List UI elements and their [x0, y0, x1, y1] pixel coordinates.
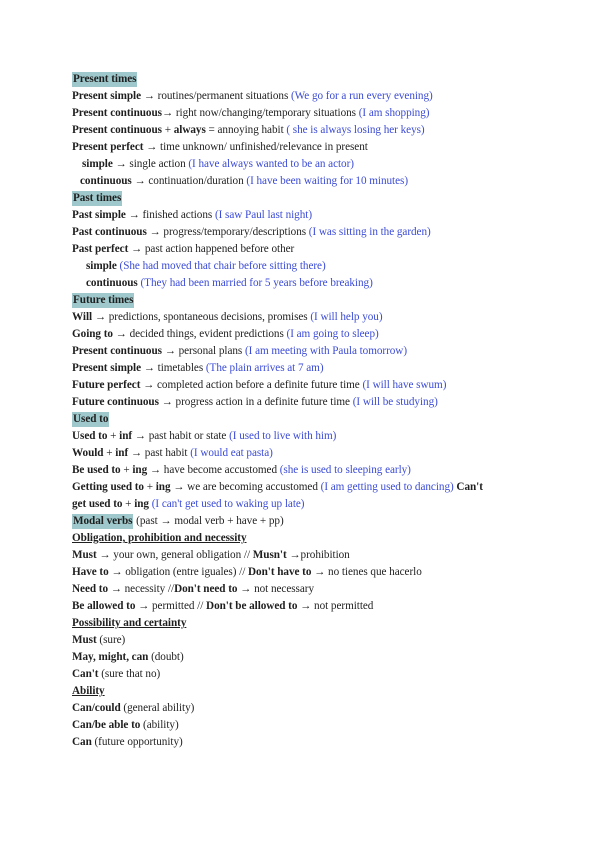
term: Must [72, 549, 97, 561]
present-line-2 [72, 105, 532, 122]
example: (I saw Paul last night) [214, 209, 312, 221]
term: Can [72, 736, 92, 748]
term: Be used to [72, 464, 121, 476]
description: → timetables [141, 362, 206, 374]
description: → progress action in a definite future time [158, 396, 353, 408]
description: → finished actions [125, 209, 215, 221]
term: Can't [72, 668, 99, 680]
example: (I was sitting in the garden) [308, 226, 431, 238]
future-line-4 [72, 360, 532, 377]
obligation-line-3 [72, 581, 532, 598]
term: Present perfect [72, 141, 144, 153]
description: → not necessary [237, 583, 314, 595]
past-line-4 [72, 258, 532, 275]
term: Will [72, 311, 93, 323]
term: Future continuous [72, 396, 159, 408]
ability-subheading: Ability [72, 685, 105, 697]
example: (I will be studying) [352, 396, 438, 408]
present-line-4 [72, 139, 532, 156]
term: continuous [86, 277, 138, 289]
plus: + [122, 498, 135, 510]
term: Past perfect [72, 243, 129, 255]
description: → personal plans [161, 345, 245, 357]
term: Must [72, 634, 97, 646]
plus: + [120, 464, 133, 476]
example: (I am shopping) [358, 107, 430, 119]
example: (I am going to sleep) [286, 328, 379, 340]
term: Don't need to [174, 583, 238, 595]
used-to-line-3 [72, 462, 532, 479]
possibility-line-1 [72, 632, 532, 649]
term: simple [82, 158, 113, 170]
possibility-line-2 [72, 649, 532, 666]
description: → single action [112, 158, 189, 170]
description: → completed action before a definite future time [140, 379, 363, 391]
term: Musn't [252, 549, 287, 561]
term: Don't have to [248, 566, 312, 578]
plus: + [107, 430, 120, 442]
term: Be allowed to [72, 600, 136, 612]
example: (she is used to sleeping early) [279, 464, 411, 476]
description: → have become accustomed [147, 464, 280, 476]
example: (They had been married for 5 years before breaking) [137, 277, 373, 289]
used-to-heading: Used to [73, 413, 109, 425]
present-line-1 [72, 88, 532, 105]
term: Would [72, 447, 104, 459]
example: ( she is always losing her keys) [286, 124, 425, 136]
future-line-2 [72, 326, 532, 343]
description: (ability) [140, 719, 179, 731]
term: ing [132, 464, 148, 476]
example: (I would eat pasta) [190, 447, 273, 459]
description: → permitted // [135, 600, 207, 612]
term: Getting used to [72, 481, 144, 493]
term: Don't be allowed to [206, 600, 298, 612]
modal-verbs-note: (past → modal verb + have + pp) [133, 515, 284, 527]
example: (I will have swum) [362, 379, 447, 391]
past-times-heading: Past times [73, 192, 122, 204]
term: Can't [453, 481, 483, 493]
term: Past continuous [72, 226, 147, 238]
future-line-6 [72, 394, 532, 411]
description: (doubt) [148, 651, 184, 663]
ability-line-3 [72, 734, 532, 751]
description: →prohibition [286, 549, 350, 561]
present-line-5 [72, 156, 532, 173]
description: → time unknown/ unfinished/relevance in present [143, 141, 368, 153]
possibility-subheading: Possibility and certainty [72, 617, 187, 629]
term: Present continuous [72, 107, 162, 119]
past-line-5 [72, 275, 532, 292]
term: Present continuous [72, 345, 162, 357]
description: → past habit or state [132, 430, 230, 442]
possibility-line-3 [72, 666, 532, 683]
description: (general ability) [120, 702, 195, 714]
ability-line-1 [72, 700, 532, 717]
future-times-heading: Future times [73, 294, 134, 306]
example: (I have always wanted to be an actor) [188, 158, 354, 170]
future-line-5 [72, 377, 532, 394]
description: → we are becoming accustomed [170, 481, 321, 493]
example: (She had moved that chair before sitting there) [116, 260, 326, 272]
description: (future opportunity) [91, 736, 183, 748]
description: → routines/permanent situations [141, 90, 291, 102]
term: Going to [72, 328, 113, 340]
used-to-line-2 [72, 445, 532, 462]
obligation-line-1 [72, 547, 532, 564]
description: → right now/changing/temporary situations [161, 107, 359, 119]
example: (I am getting used to dancing) [320, 481, 454, 493]
present-times-heading: Present times [73, 73, 137, 85]
term: Can/could [72, 702, 121, 714]
ability-line-2 [72, 717, 532, 734]
term: always [173, 124, 206, 136]
example: (I can't get used to waking up late) [148, 498, 305, 510]
modal-verbs-heading: Modal verbs [73, 515, 133, 527]
ability-subheading-line [72, 683, 532, 700]
section-past [72, 190, 532, 207]
term: get used to [72, 498, 123, 510]
plus: + [103, 447, 116, 459]
term: Present continuous [72, 124, 162, 136]
plus: + [143, 481, 156, 493]
description: → no tienes que hacerlo [311, 566, 422, 578]
example: (I used to live with him) [229, 430, 337, 442]
term: Need to [72, 583, 108, 595]
plus: + [161, 124, 174, 136]
term: Past simple [72, 209, 126, 221]
example: (The plain arrives at 7 am) [205, 362, 324, 374]
description: → not permitted [297, 600, 374, 612]
description: → past habit [128, 447, 191, 459]
section-future [72, 292, 532, 309]
past-line-1 [72, 207, 532, 224]
used-to-line-4 [72, 479, 532, 496]
example: (I have been waiting for 10 minutes) [246, 175, 409, 187]
grammar-notes [72, 71, 532, 751]
term: Have to [72, 566, 109, 578]
example: (We go for a run every evening) [291, 90, 433, 102]
example: (I am meeting with Paula tomorrow) [244, 345, 408, 357]
future-line-3 [72, 343, 532, 360]
section-present [72, 71, 532, 88]
obligation-line-2 [72, 564, 532, 581]
description: → decided things, evident predictions [112, 328, 287, 340]
term: Present simple [72, 362, 142, 374]
example: (I will help you) [310, 311, 383, 323]
description: → past action happened before other [128, 243, 295, 255]
possibility-subheading-line [72, 615, 532, 632]
description: → continuation/duration [131, 175, 247, 187]
obligation-subheading-line [72, 530, 532, 547]
present-line-6 [72, 173, 532, 190]
term: Used to [72, 430, 108, 442]
used-to-line-1 [72, 428, 532, 445]
description: → obligation (entre iguales) // [108, 566, 249, 578]
past-line-2 [72, 224, 532, 241]
past-line-3 [72, 241, 532, 258]
term: ing [155, 481, 171, 493]
obligation-line-4 [72, 598, 532, 615]
description: = annoying habit [205, 124, 287, 136]
section-used-to [72, 411, 532, 428]
term: Can/be able to [72, 719, 141, 731]
description: (sure) [96, 634, 126, 646]
used-to-line-5 [72, 496, 532, 513]
term: continuous [80, 175, 132, 187]
present-line-3 [72, 122, 532, 139]
description: → your own, general obligation // [96, 549, 253, 561]
obligation-subheading: Obligation, prohibition and necessity [72, 532, 247, 544]
term: inf [115, 447, 129, 459]
term: Present simple [72, 90, 142, 102]
description: → progress/temporary/descriptions [146, 226, 309, 238]
description: (sure that no) [98, 668, 161, 680]
description: → necessity // [108, 583, 175, 595]
term: simple [86, 260, 117, 272]
term: May, might, can [72, 651, 149, 663]
future-line-1 [72, 309, 532, 326]
term: inf [119, 430, 133, 442]
term: ing [134, 498, 149, 510]
description: → predictions, spontaneous decisions, promises [92, 311, 311, 323]
section-modal-verbs [72, 513, 532, 530]
term: Future perfect [72, 379, 141, 391]
